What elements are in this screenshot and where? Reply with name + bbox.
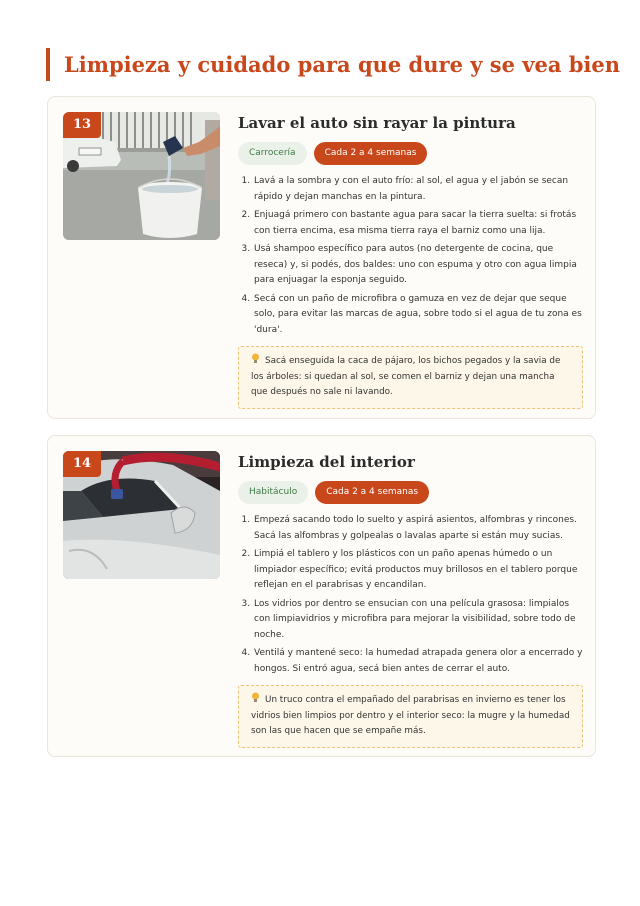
card-title: Lavar el auto sin rayar la pintura <box>238 114 516 132</box>
category-chip: Habitáculo <box>238 481 308 504</box>
steps-list <box>238 513 583 677</box>
step-item: 1. Lavá a la sombra y con el auto frío: al sol, el agua y el jabón se secan rápido y dejan manchas en la pintura. <box>253 174 583 205</box>
guide-card-13 <box>47 96 596 419</box>
step-number-badge: 13 <box>63 112 101 138</box>
frequency-chip: Cada 2 a 4 semanas <box>314 142 428 165</box>
step-number-badge: 14 <box>63 451 101 477</box>
tip-text: Un truco contra el empañado del parabrisas en invierno es tener los vidrios bien limpios por dentro y el interior seco: la mugre y la humedad son las que hacen que se empañe más. <box>251 695 570 736</box>
car-interior-photo <box>63 451 220 579</box>
car-wash-photo <box>63 112 220 240</box>
frequency-chip: Cada 2 a 4 semanas <box>315 481 429 504</box>
step-item: 4. Secá con un paño de microfibra o gamuza en vez de dejar que seque solo, para evitar las marcas de agua, sobre todo si el agua de tu zona es 'dura'. <box>253 292 583 339</box>
step-item: 3. Usá shampoo específico para autos (no detergente de cocina, que reseca) y, si podés, dos baldes: uno con espuma y otro con agua limpia para enjuagar la esponja seguido. <box>253 242 583 289</box>
category-chip: Carrocería <box>238 142 307 165</box>
tip-box <box>238 346 583 409</box>
step-item: 2. Limpiá el tablero y los plásticos con un paño apenas húmedo o un limpiador específico; evitá productos muy brillosos en el tablero porque reflejan en el parabrisas y encandilan. <box>253 547 583 594</box>
card-title: Limpieza del interior <box>238 453 415 471</box>
step-item: 2. Enjuagá primero con bastante agua para sacar la tierra suelta: si frotás con tierra encima, esa misma tierra raya el barniz como una lija. <box>253 208 583 239</box>
step-item: 1. Empezá sacando todo lo suelto y aspirá asientos, alfombras y rincones. Sacá las alfombras y golpealas o lavalas aparte si están muy sucias. <box>253 513 583 544</box>
tip-text: Sacá enseguida la caca de pájaro, los bichos pegados y la savia de los árboles: si quedan al sol, se comen el barniz y dejan una mancha que después no sale ni lavando. <box>251 356 561 397</box>
tip-box <box>238 685 583 748</box>
lightbulb-icon <box>251 353 260 364</box>
guide-card-14 <box>47 435 596 757</box>
section-title: Limpieza y cuidado para que dure y se vea bien <box>46 48 620 81</box>
lightbulb-icon <box>251 692 260 703</box>
step-item: 3. Los vidrios por dentro se ensucian con una película grasosa: limpialos con limpiavidrios y microfibra para mejorar la visibilidad, sobre todo de noche. <box>253 597 583 644</box>
step-item: 4. Ventilá y mantené seco: la humedad atrapada genera olor a encerrado y hongos. Si entró agua, secá bien antes de cerrar el auto. <box>253 646 583 677</box>
steps-list <box>238 174 583 338</box>
